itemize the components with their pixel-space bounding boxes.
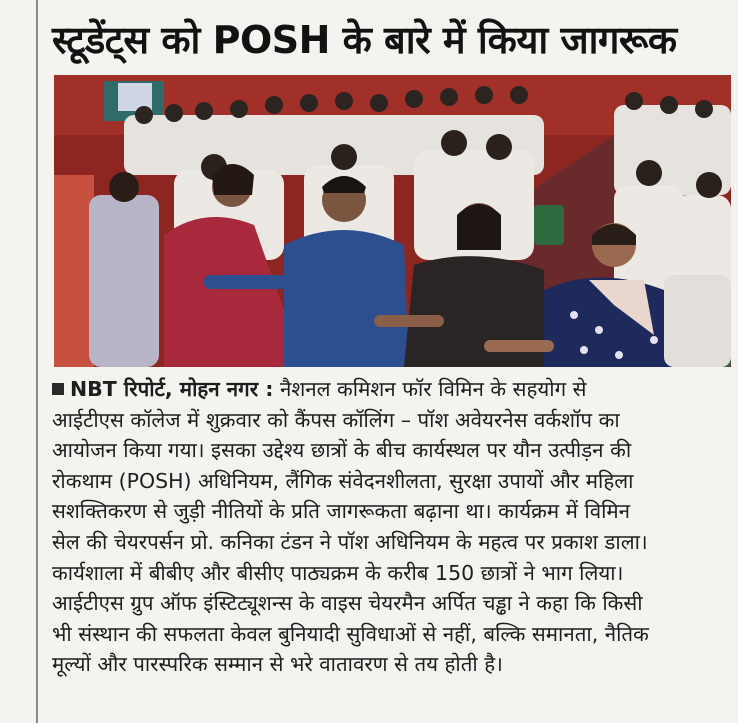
byline: NBT रिपोर्ट, मोहन नगर :: [70, 377, 274, 401]
article-line-2: आईटीएस कॉलेज में शुक्रवार को कैंपस कॉलिंग – पॉश अवेयरनेस वर्कशॉप का: [52, 407, 620, 432]
article-line-10: मूल्यों और पारस्परिक सम्मान से भरे वातावरण से तय होती है।: [52, 652, 503, 677]
article-line-text: नैशनल कमिशन फॉर विमिन के सहयोग से: [273, 377, 587, 401]
article-line-5: सशक्तिकरण से जुड़ी नीतियों के प्रति जागरूकता बढ़ाना था। कार्यक्रम में विमिन: [52, 499, 631, 524]
article-body: [52, 374, 732, 680]
bullet-square-icon: [52, 383, 64, 395]
column-divider: [36, 0, 38, 723]
article-line-6: सेल की चेयरपर्सन प्रो. कनिका टंडन ने पॉश अधिनियम के महत्व पर प्रकाश डाला।: [52, 529, 648, 554]
article-line-4: रोकथाम (POSH) अधिनियम, लैंगिक संवेदनशीलता, सुरक्षा उपायों और महिला: [52, 468, 634, 493]
article-line-9: भी संस्थान की सफलता केवल बुनियादी सुविधाओं से नहीं, बल्कि समानता, नैतिक: [52, 621, 649, 646]
article-line-3: आयोजन किया गया। इसका उद्देश्य छात्रों के बीच कार्यस्थल पर यौन उत्पीड़न की: [52, 438, 632, 463]
previous-article-fragment: [40, 0, 738, 10]
group-photo-icon: [54, 75, 731, 367]
group-photo: [54, 75, 731, 367]
headline: स्टूडेंट्स को POSH के बारे में किया जागरूक: [52, 18, 677, 62]
article-line-1: [52, 374, 732, 405]
article-line-7: कार्यशाला में बीबीए और बीसीए पाठ्यक्रम के करीब 150 छात्रों ने भाग लिया।: [52, 560, 624, 585]
article-line-8: आईटीएस ग्रुप ऑफ इंस्टिट्यूशन्स के वाइस चेयरमैन अर्पित चड्ढा ने कहा कि किसी: [52, 591, 643, 616]
